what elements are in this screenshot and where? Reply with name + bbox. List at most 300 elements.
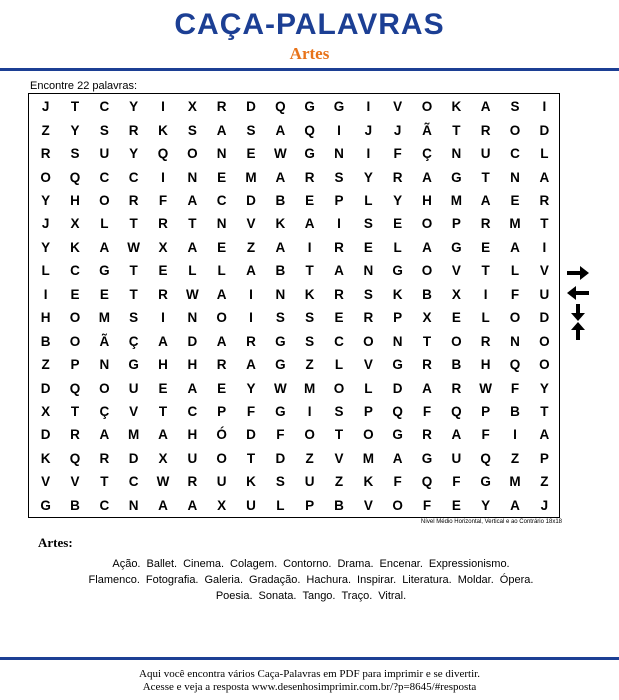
grid-cell: A [304,216,315,232]
grid-cell: Ã [99,333,110,349]
grid-cell: A [539,427,550,443]
grid-cell: Ã [422,122,432,138]
grid-cell: J [364,122,373,138]
grid-cell: V [539,263,549,279]
grid-cell: C [128,169,139,185]
word-item: Flamenco. [88,574,140,586]
grid-cell: P [70,357,80,373]
grid-cell: A [422,239,432,255]
grid-cell: T [188,216,197,232]
grid-cell: T [129,263,138,279]
grid-cell: T [422,333,432,349]
grid-cell: Z [41,122,50,138]
grid-cell: U [128,380,139,396]
grid-cell: A [510,497,520,513]
grid-cell: R [539,192,550,208]
grid-cell: R [99,450,110,466]
grid-cell: I [337,122,341,138]
footer [0,668,619,694]
grid-cell: F [510,286,520,302]
grid-cell: Q [304,122,315,138]
grid-cell: B [70,497,80,513]
word-item: Fotografia. [145,574,199,586]
grid-cell: O [216,310,227,326]
grid-cell: O [216,450,227,466]
top-divider [0,68,619,71]
grid-cell: Y [129,99,139,115]
grid-cell: O [509,310,521,326]
grid-cell: E [158,263,168,279]
word-item: Encenar. [379,558,423,570]
footer-line-1: Aqui você encontra vários Caça-Palavras em PDF para imprimir e se divertir. [139,668,480,680]
grid-cell: A [451,427,462,443]
word-item: Traço. [341,590,373,602]
grid-cell: N [363,263,374,279]
grid-cell: X [217,497,227,513]
grid-cell: A [187,497,198,513]
grid-cell: E [481,239,491,255]
grid-cell: E [305,192,315,208]
grid-cell: L [481,310,490,326]
grid-cell: M [128,427,140,443]
grid-cell: O [509,122,521,138]
grid-cell: O [40,169,51,185]
grid-cell: I [249,286,253,302]
grid-cell: B [422,286,432,302]
puzzle-grid-frame [28,93,560,518]
grid-cell: A [99,427,110,443]
grid-cell: V [363,357,373,373]
grid-cell: G [451,169,462,185]
grid-cell: P [481,403,491,419]
grid-cell: B [275,263,286,279]
grid-cell: I [337,216,341,232]
word-item: Moldar. [457,574,494,586]
grid-cell: G [304,99,315,115]
bottom-divider [0,657,619,660]
grid-cell: Q [451,403,462,419]
grid-cell: O [69,310,81,326]
grid-cell: V [363,497,373,513]
grid-cell: R [246,333,256,349]
grid-cell: Ç [128,333,139,349]
grid-cell: Q [157,146,169,162]
grid-cell: G [275,403,286,419]
instructions: Encontre 22 palavras: [30,80,138,92]
grid-cell: B [510,403,520,419]
grid-cell: R [480,333,491,349]
level-note: Nível Médio Horizontal, Vertical e ao Contrário 18x18 [420,519,562,525]
grid-cell: Y [41,239,51,255]
grid-cell: A [216,122,227,138]
word-item: Vitral. [378,590,407,602]
grid-cell: E [334,310,344,326]
grid-cell: A [275,239,286,255]
grid-cell: T [305,263,314,279]
grid-cell: E [393,216,403,232]
grid-cell: B [451,357,462,373]
grid-cell: O [392,497,403,513]
grid-cell: D [187,333,198,349]
grid-cell: O [421,99,433,115]
word-item: Colagem. [230,558,278,570]
grid-cell: O [99,192,110,208]
grid-cell: G [275,333,286,349]
grid-cell: E [451,497,461,513]
word-item: Ópera. [499,574,534,586]
grid-cell: S [334,169,344,185]
grid-cell: R [392,169,403,185]
grid-cell: E [363,239,373,255]
word-line [30,572,592,588]
word-line [30,556,592,572]
grid-cell: Z [41,357,50,373]
grid-cell: T [70,403,80,419]
grid-cell: D [40,380,51,396]
page-subtitle: Artes [289,44,330,63]
grid-cell: T [158,403,168,419]
word-item: Galeria. [204,574,244,586]
grid-cell: N [510,169,520,185]
grid-cell: N [99,357,110,373]
grid-cell: C [99,99,110,115]
grid-cell: F [276,427,285,443]
grid-cell: Z [305,450,314,466]
grid-cell: M [98,310,110,326]
grid-cell: J [41,216,50,232]
grid-cell: A [422,380,432,396]
grid-cell: Y [129,146,139,162]
grid-cell: M [245,169,257,185]
grid-cell: F [246,403,256,419]
grid-cell: E [510,192,520,208]
grid-cell: A [392,450,403,466]
word-item: Poesia. [215,590,253,602]
grid-cell: T [540,216,549,232]
grid-cell: R [40,146,51,162]
grid-cell: K [363,474,374,490]
grid-cell: O [363,427,374,443]
grid-cell: H [187,357,198,373]
grid-cell: S [334,403,344,419]
grid-cell: S [187,122,197,138]
grid-cell: A [539,169,550,185]
grid-cell: T [100,474,109,490]
grid-cell: H [480,357,491,373]
grid-cell: I [483,286,488,302]
grid-cell: H [40,310,51,326]
word-item: Hachura. [306,574,352,586]
grid-cell: B [334,497,344,513]
grid-cell: K [392,286,403,302]
grid-cell: L [334,357,344,373]
grid-cell: T [481,263,490,279]
grid-cell: X [158,239,168,255]
grid-cell: W [185,286,199,302]
grid-cell: X [451,286,461,302]
grid-cell: V [451,263,461,279]
grid-cell: P [305,497,315,513]
grid-cell: S [99,122,109,138]
grid-cell: R [363,310,374,326]
grid-cell: E [451,310,461,326]
grid-cell: A [246,263,256,279]
grid-cell: R [70,427,80,443]
grid-cell: I [307,403,312,419]
grid-cell: I [513,427,517,443]
grid-cell: I [542,99,547,115]
grid-cell: S [305,333,315,349]
grid-cell: N [392,333,403,349]
grid-cell: V [334,450,344,466]
grid-cell: W [156,474,170,490]
grid-cell: C [216,192,227,208]
word-item: Literatura. [402,574,452,586]
grid-cell: D [40,427,51,443]
grid-cell: N [216,216,227,232]
grid-cell: W [479,380,493,396]
grid-cell: S [246,122,256,138]
grid-cell: B [40,333,51,349]
grid-cell: D [128,450,139,466]
word-item: Gradação. [249,574,301,586]
grid-cell: Q [509,357,521,373]
grid-cell: T [481,169,490,185]
grid-cell: U [246,497,256,513]
footer-line-2: Acesse e veja a resposta www.desenhosimprimir.com.br/?p=8645/#resposta [142,681,477,693]
grid-cell: A [246,357,256,373]
grid-cell: O [69,333,81,349]
grid-cell: B [275,192,286,208]
word-item: Inspirar. [357,574,397,586]
word-item: Expressionismo. [428,558,510,570]
grid-cell: O [363,333,374,349]
word-item: Ballet. [146,558,178,570]
word-item: Contorno. [283,558,332,570]
grid-cell: S [363,216,373,232]
grid-cell: I [249,310,253,326]
grid-cell: M [362,450,374,466]
grid-cell: R [158,286,168,302]
grid-cell: V [246,216,256,232]
grid-cell: S [363,286,373,302]
grid-cell: R [451,380,462,396]
grid-cell: R [216,357,227,373]
grid-cell: P [393,310,403,326]
grid-cell: C [128,474,139,490]
grid-cell: A [334,263,344,279]
grid-cell: J [540,497,549,513]
grid-cell: E [217,169,227,185]
puzzle-grid [31,95,559,517]
grid-cell: X [158,450,168,466]
grid-cell: C [99,497,110,513]
grid-cell: C [99,169,110,185]
grid-cell: O [304,427,315,443]
grid-cell: G [128,357,139,373]
arrow-up-icon [566,322,590,340]
grid-cell: G [480,474,491,490]
grid-cell: O [421,216,433,232]
grid-cell: U [99,146,110,162]
grid-cell: L [217,263,226,279]
grid-cell: U [451,450,462,466]
grid-cell: X [422,310,432,326]
grid-cell: I [43,286,48,302]
grid-cell: G [333,99,345,115]
grid-cell: L [276,497,285,513]
grid-cell: J [41,99,50,115]
grid-cell: F [393,146,402,162]
grid-cell: F [422,403,432,419]
grid-cell: I [161,310,165,326]
grid-cell: H [422,192,432,208]
grid-cell: R [158,216,168,232]
word-item: Drama. [337,558,374,570]
grid-cell: L [540,146,549,162]
grid-cell: G [99,263,110,279]
grid-cell: R [128,122,139,138]
arrow-down-icon [566,304,590,322]
grid-cell: D [246,427,256,443]
grid-cell: N [451,146,462,162]
grid-cell: T [452,122,461,138]
grid-cell: K [158,122,168,138]
grid-cell: O [187,146,198,162]
grid-cell: M [509,474,521,490]
grid-cell: Y [393,192,403,208]
grid-cell: A [187,239,198,255]
grid-cell: Q [69,169,81,185]
grid-cell: N [334,146,344,162]
grid-cell: Y [539,380,549,396]
grid-cell: O [539,357,550,373]
grid-cell: C [187,403,198,419]
grid-cell: E [158,380,168,396]
grid-cell: M [509,216,521,232]
grid-cell: L [510,263,520,279]
page-title: CAÇA-PALAVRAS [174,8,445,41]
word-list-heading: Artes: [38,535,73,550]
grid-cell: X [187,99,197,115]
grid-cell: A [275,169,286,185]
grid-cell: R [422,427,432,443]
grid-cell: N [187,310,198,326]
grid-cell: F [158,192,168,208]
grid-cell: D [275,450,286,466]
grid-cell: R [128,192,139,208]
grid-cell: V [41,474,51,490]
grid-cell: Y [70,122,80,138]
grid-cell: U [480,146,491,162]
grid-cell: E [217,239,227,255]
word-list [30,556,592,604]
grid-cell: E [246,146,256,162]
grid-cell: S [305,310,315,326]
grid-cell: K [451,99,462,115]
grid-cell: X [41,403,51,419]
grid-cell: Q [275,99,286,115]
grid-cell: A [510,239,520,255]
grid-cell: V [70,474,80,490]
grid-cell: U [187,450,198,466]
grid-cell: F [422,497,432,513]
grid-cell: Z [305,357,314,373]
grid-cell: H [158,357,168,373]
grid-cell: V [129,403,139,419]
grid-cell: L [41,263,50,279]
grid-cell: E [99,286,109,302]
grid-cell: D [246,192,256,208]
grid-cell: A [480,192,491,208]
grid-cell: N [128,497,139,513]
grid-cell: A [422,169,432,185]
grid-cell: I [161,99,165,115]
grid-cell: D [246,99,256,115]
grid-cell: K [40,450,51,466]
grid-cell: X [70,216,80,232]
grid-cell: P [363,403,373,419]
grid-cell: P [539,450,549,466]
grid-cell: C [334,333,344,349]
grid-cell: R [334,286,344,302]
grid-cell: F [452,474,461,490]
grid-cell: T [129,216,138,232]
grid-cell: P [451,216,461,232]
grid-cell: G [421,450,433,466]
grid-cell: S [129,310,139,326]
grid-cell: V [393,99,403,115]
grid-cell: Y [481,497,491,513]
grid-cell: L [393,239,402,255]
grid-cell: G [392,263,403,279]
grid-cell: G [304,146,315,162]
grid-cell: A [275,122,286,138]
grid-cell: Q [69,450,81,466]
grid-cell: S [275,474,285,490]
arrow-left-icon [566,284,590,302]
grid-cell: R [216,99,227,115]
grid-cell: A [216,333,227,349]
grid-cell: I [542,239,547,255]
grid-cell: U [304,474,315,490]
grid-cell: I [366,146,371,162]
grid-cell: Z [510,450,520,466]
grid-cell: Z [334,474,344,490]
grid-cell: K [275,216,286,232]
grid-cell: N [275,286,286,302]
grid-cell: Q [480,450,491,466]
grid-cell: L [364,192,373,208]
grid-cell: E [70,286,80,302]
grid-cell: Q [69,380,81,396]
grid-cell: F [510,380,520,396]
grid-cell: D [392,380,403,396]
grid-cell: P [334,192,344,208]
grid-cell: Ç [422,146,432,162]
grid-cell: A [99,239,110,255]
arrow-right-icon [566,264,590,282]
grid-cell: O [421,263,433,279]
grid-cell: C [70,263,80,279]
grid-cell: A [158,497,168,513]
grid-cell: H [70,192,80,208]
word-item: Sonata. [258,590,297,602]
grid-cell: A [187,380,198,396]
grid-cell: G [40,497,51,513]
grid-cell: N [216,146,227,162]
grid-cell: Z [246,239,256,255]
